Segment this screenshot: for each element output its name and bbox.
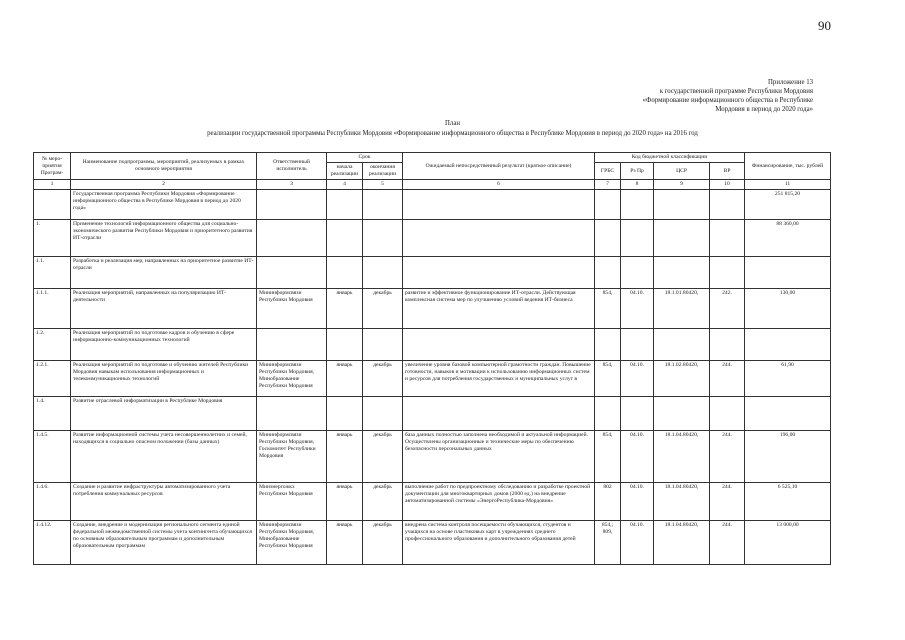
header-end: окончания реализации [363, 163, 403, 180]
row-result: развитие и эффективное функционирование ИТ-отрасли. Действующая комплексная система мер по улучшению условий ведения ИТ-бизнеса [403, 289, 595, 329]
row-grbs: 854, [595, 361, 621, 397]
row-rz: 04.10. [621, 289, 654, 329]
row-start: январь [327, 289, 363, 329]
row-result: база данных полностью заполнена необходимой и актуальной информацией. Осуществлены организационные и технические меры по обеспечению безопасности персональных данных [403, 431, 595, 483]
row-vr [710, 220, 745, 257]
header-start: начала реализации [327, 163, 363, 180]
row-financing [745, 397, 831, 431]
table-row [34, 190, 831, 220]
row-csr [654, 190, 710, 220]
appendix-header [493, 78, 813, 114]
header-grbs: ГРБС [595, 163, 621, 180]
row-end: декабрь [363, 361, 403, 397]
row-financing: 6 525,10 [745, 483, 831, 521]
row-end [363, 329, 403, 361]
col-number: 7 [595, 180, 621, 190]
row-financing: 130,00 [745, 289, 831, 329]
row-csr: 18.1.04.80420, [654, 431, 710, 483]
col-number: 9 [654, 180, 710, 190]
row-start [327, 220, 363, 257]
row-executor [257, 190, 327, 220]
row-vr [710, 397, 745, 431]
table-row [34, 397, 831, 431]
row-end [363, 257, 403, 289]
row-num: 1.4.12. [34, 521, 71, 565]
row-end: декабрь [363, 431, 403, 483]
header-rz: Рз Пр [621, 163, 654, 180]
row-num: 1.1. [34, 257, 71, 289]
row-executor [257, 329, 327, 361]
row-end [363, 397, 403, 431]
header-budget-code: Код бюджетной классификации [595, 153, 745, 163]
row-grbs: 854, [595, 289, 621, 329]
table-row [34, 431, 831, 483]
row-result [403, 257, 595, 289]
plan-table [33, 152, 831, 565]
row-name: Реализация мероприятий, направленных на популяризацию ИТ-деятельности [71, 289, 257, 329]
table-row [34, 220, 831, 257]
table-row [34, 521, 831, 565]
row-vr: 244. [710, 483, 745, 521]
row-end [363, 220, 403, 257]
row-rz [621, 220, 654, 257]
row-result [403, 397, 595, 431]
row-result [403, 329, 595, 361]
row-csr: 18.1.04.80420, [654, 521, 710, 565]
row-num: 1.4.6. [34, 483, 71, 521]
row-start [327, 397, 363, 431]
table-row [34, 361, 831, 397]
row-executor [257, 257, 327, 289]
header-vr: ВР [710, 163, 745, 180]
row-csr [654, 257, 710, 289]
header-executor: Ответственный исполнитель [257, 153, 327, 180]
row-num: 1. [34, 220, 71, 257]
appendix-line: «Формирование информационного общества в Республике [642, 97, 813, 104]
row-name: Применение технологий информационного общества для социально-экономического развития Республики Мордовия и приоритетного развития ИТ-отрасли [71, 220, 257, 257]
table-row [34, 483, 831, 521]
row-csr [654, 220, 710, 257]
appendix-line: Приложение 13 [768, 79, 813, 86]
row-executor: Мининформсвязи Республики Мордовия, Госкомитет Республики Мордовия [257, 431, 327, 483]
col-number: 6 [403, 180, 595, 190]
row-financing [745, 257, 831, 289]
row-start [327, 329, 363, 361]
row-num: 1.2. [34, 329, 71, 361]
col-number: 10 [710, 180, 745, 190]
row-rz: 04.10. [621, 483, 654, 521]
appendix-line: Мордовия в период до 2020 года» [715, 106, 813, 113]
row-rz [621, 397, 654, 431]
row-grbs: 854,; 809, [595, 521, 621, 565]
row-rz: 04.10. [621, 361, 654, 397]
row-grbs: 854, [595, 431, 621, 483]
row-financing: 88 360,00 [745, 220, 831, 257]
document-title: План [445, 120, 460, 127]
row-vr: 242. [710, 289, 745, 329]
row-start: январь [327, 431, 363, 483]
row-rz [621, 329, 654, 361]
row-start: январь [327, 521, 363, 565]
col-number: 5 [363, 180, 403, 190]
row-csr: 18.1.04.80420, [654, 483, 710, 521]
header-term: Срок [327, 153, 403, 163]
row-grbs: 802 [595, 483, 621, 521]
row-result: выполнение работ по предпроектному обследованию и разработке проектной документации для многоквартирных домов (2000 ед.) на внедрение автоматизированной системы «ЭнергоРеспублика-Мордовия» [403, 483, 595, 521]
header-name: Наименование подпрограммы, мероприятий, реализуемых в рамках основного мероприятия [71, 153, 257, 180]
row-executor [257, 397, 327, 431]
row-grbs [595, 329, 621, 361]
col-number: 3 [257, 180, 327, 190]
row-end [363, 190, 403, 220]
row-grbs [595, 220, 621, 257]
col-number: 11 [745, 180, 831, 190]
row-num: 1.4.5. [34, 431, 71, 483]
row-rz: 04.10. [621, 521, 654, 565]
row-name: Разработка и реализация мер, направленных на приоритетное развитие ИТ-отрасли [71, 257, 257, 289]
row-name: Реализация мероприятий по подготовке и обучению жителей Республики Мордовия навыкам использования информационных и телекоммуникационных технологий [71, 361, 257, 397]
col-number: 1 [34, 180, 71, 190]
row-grbs [595, 257, 621, 289]
row-num: 1.2.1. [34, 361, 71, 397]
row-end: декабрь [363, 483, 403, 521]
document-subtitle: реализации государственной программы Республики Мордовия «Формирование информационного общества в Республике Мордовия в период до 2020 года» на 2016 год [207, 130, 698, 137]
header-num: № меро-приятия Програм- [34, 153, 71, 180]
row-rz [621, 257, 654, 289]
row-csr: 18.1.02.80420, [654, 361, 710, 397]
row-executor: Мининформсвязи Республики Мордовия [257, 289, 327, 329]
table-row [34, 257, 831, 289]
row-name: Реализация мероприятий по подготовке кадров и обучению в сфере информационно-коммуникационных технологий [71, 329, 257, 361]
row-name: Создание и развитие инфраструктуры автоматизированного учета потребления коммунальных ресурсов [71, 483, 257, 521]
row-financing: 13 000,00 [745, 521, 831, 565]
row-vr [710, 190, 745, 220]
row-executor: Мининформсвязи Республики Мордовия, Минобразование Республики Мордовия [257, 521, 327, 565]
row-csr: 18.1.01.80420, [654, 289, 710, 329]
header-financing: Финансирование, тыс. рублей [745, 153, 831, 180]
row-financing: 61,90 [745, 361, 831, 397]
row-result: увеличение уровня базовой компьютерной грамотности граждан. Повышение готовности, навыков и мотивации к использованию информационных систем и ресурсов для потребления государственных и муниципальных услуг в [403, 361, 595, 397]
row-executor [257, 220, 327, 257]
row-rz [621, 190, 654, 220]
row-num: 1.4. [34, 397, 71, 431]
appendix-line: к государственной программе Республики Мордовия [659, 88, 813, 95]
row-csr [654, 397, 710, 431]
page-number: 90 [818, 18, 831, 33]
row-start [327, 257, 363, 289]
row-name: Создание, внедрение и модернизация регионального сегмента единой федеральной межведомственной системы учета контингента обучающихся по основным образовательным программам и дополнительным образовательным программам [71, 521, 257, 565]
row-grbs [595, 397, 621, 431]
col-number: 8 [621, 180, 654, 190]
row-financing: 251 815,20 [745, 190, 831, 220]
table-row [34, 329, 831, 361]
row-num [34, 190, 71, 220]
header-result: Ожидаемый непосредственный результат (краткое описание) [403, 153, 595, 180]
row-grbs [595, 190, 621, 220]
row-name: Развитие отраслевой информатизации в Республике Мордовия [71, 397, 257, 431]
row-result: внедрена система контроля посещаемости обучающихся, студентов и учащихся на основе пластиковых карт в учреждениях среднего профессионального образования и дополнительного образования детей [403, 521, 595, 565]
row-result [403, 220, 595, 257]
row-vr: 244. [710, 361, 745, 397]
row-start [327, 190, 363, 220]
row-vr [710, 257, 745, 289]
row-result [403, 190, 595, 220]
row-end: декабрь [363, 289, 403, 329]
row-end: декабрь [363, 521, 403, 565]
row-num: 1.1.1. [34, 289, 71, 329]
row-start: январь [327, 483, 363, 521]
row-vr: 244. [710, 431, 745, 483]
table-row [34, 289, 831, 329]
row-financing: 196,00 [745, 431, 831, 483]
col-number: 4 [327, 180, 363, 190]
row-name: Развитие информационной системы учета несовершеннолетних и семей, находящихся в социально опасном положении (базы данных) [71, 431, 257, 483]
row-executor: Мининформсвязи Республики Мордовия, Минобразование Республики Мордовия [257, 361, 327, 397]
row-financing [745, 329, 831, 361]
column-number-row [34, 180, 831, 190]
col-number: 2 [71, 180, 257, 190]
row-name: Государственная программа Республики Мордовия «Формирование информационного общества в Республике Мордовия в период до 2020 года» [71, 190, 257, 220]
row-vr [710, 329, 745, 361]
header-csr: ЦСР [654, 163, 710, 180]
row-start: январь [327, 361, 363, 397]
row-executor: Минэнергожкх Республики Мордовия [257, 483, 327, 521]
row-csr [654, 329, 710, 361]
row-vr: 244. [710, 521, 745, 565]
row-rz: 04.10. [621, 431, 654, 483]
